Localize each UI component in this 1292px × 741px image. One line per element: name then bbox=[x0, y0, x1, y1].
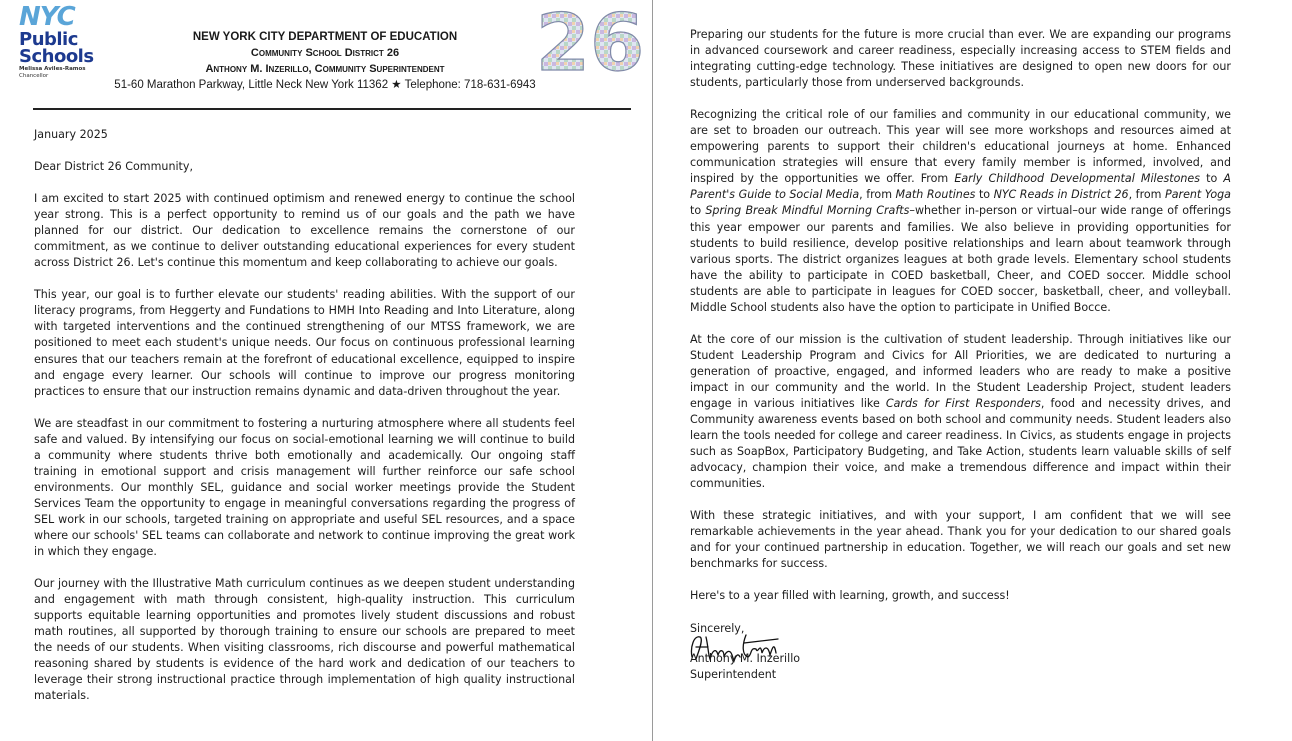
page-divider bbox=[652, 0, 653, 741]
paragraph-math: Our journey with the Illustrative Math curriculum continues as we deepen student understanding and engagement with math through consistent, high-quality instruction. This curriculum supports equitable learning opportunities and promotes lively student discussions and robust math routines, all supported by thorough training to ensure our schools are prepared to meet the needs of our students. When visiting classrooms, rich discourse and powerful mathematical reasoning shared by students is evidence of the hard work and dedication of our teachers to leverage their strong instructional practice through implementation of high quality instructional materials. bbox=[34, 577, 575, 703]
paragraph-cheer: Here's to a year filled with learning, growth, and success! bbox=[690, 589, 1010, 603]
letter-page-2 bbox=[654, 0, 1292, 741]
families-text-e: , from bbox=[1128, 188, 1166, 202]
chancellor-title: Chancellor bbox=[19, 72, 49, 79]
header-divider bbox=[33, 108, 631, 110]
superintendent-line: Anthony M. Inzerillo, Community Superintendent bbox=[205, 63, 445, 75]
logo-schools-word: Schools bbox=[19, 46, 94, 67]
logo-public-word: Public bbox=[19, 29, 78, 50]
signer-title: Superintendent bbox=[690, 667, 777, 681]
signer-name: Anthony M. Inzerillo bbox=[690, 651, 801, 665]
workshop-title-milestones: Early Childhood Developmental Milestones bbox=[954, 172, 1201, 186]
paragraph-future: Preparing our students for the future is more crucial than ever. We are expanding our programs in advanced coursework and career readiness, especially increasing access to STEM fields and integrating cutting-edge technology. These initiatives are designed to open new doors for our students, particularly those from underserved backgrounds. bbox=[690, 28, 1231, 90]
badge-number: 26 bbox=[535, 0, 645, 89]
district-26-badge bbox=[535, 0, 645, 89]
families-text-c: , from bbox=[859, 188, 896, 202]
signature-block bbox=[690, 651, 1231, 683]
paragraph-optimism: I am excited to start 2025 with continued optimism and renewed energy to continue the school year strong. This is a perfect opportunity to remind us of our goals and the path we have planned for our district. Our dedication to excellence remains the cornerstone of our commitment, as we continue to deliver outstanding educational experiences for every student across District 26. Let's continue this momentum and keep collaborating to achieve our goals. bbox=[34, 192, 575, 270]
families-text-d: to bbox=[975, 188, 994, 202]
leadership-text-b: , food and necessity drives, and Community awareness events based on both school and community needs. Student leaders also learn the tools needed for college and career readiness. In Civics, as students engage in projects such as SoapBox, Participatory Budgeting, and Take Action, students learn valuable skills of self advocacy, champion their voice, and make a tremendous difference and impact within their communities. bbox=[690, 396, 1231, 491]
paragraph-reading: This year, our goal is to further elevate our students' reading abilities. With the support of our literacy programs, from Heggerty and Fundations to HMH Into Reading and Into Literature, along with targeted interventions and the continued strengthening of our MTSS framework, we are positioned to meet each student's unique needs. Our focus on continuous professional learning ensures that our teachers remain at the forefront of educational excellence, equipped to inspire and engage every learner. Our schools will continue to improve our progress monitoring practices to ensure that our instruction remains dynamic and data-driven throughout the year. bbox=[34, 288, 575, 398]
paragraph-leadership bbox=[690, 332, 1231, 492]
families-text-f: to bbox=[690, 204, 706, 218]
leadership-text-a: At the core of our mission is the cultivation of student leadership. Through initiatives like our Student Leadership Program and Civics for All Priorities, we are dedicated to nurturing a generation of proactive, engaged, and informed leaders who are ready to make a positive impact in our community and the world. In the Student Leadership Project, student leaders engage in various initiatives like bbox=[690, 332, 1231, 410]
letter-salutation: Dear District 26 Community, bbox=[34, 160, 194, 174]
workshop-title-nyc-reads: NYC Reads in District 26 bbox=[993, 188, 1129, 202]
paragraph-families bbox=[690, 107, 1231, 316]
paragraph-closing-thoughts: With these strategic initiatives, and with your support, I am confident that we will see remarkable achievements in the year ahead. Thank you for your dedication to our shared goals and for your continued partnership in education. Together, we will reach our goals and set new benchmarks for success. bbox=[690, 509, 1231, 571]
letter-date: January 2025 bbox=[34, 128, 108, 141]
district-26-badge-graphic bbox=[535, 0, 645, 89]
families-text-a: Recognizing the critical role of our families and community in our educational community, we are set to broaden our outreach. This year will see more workshops and resources aimed at empowering parents to support their children's educational journeys at home. Enhanced communication strategies will ensure that every family member is informed, involved, and inspired by the opportunities we offer. From bbox=[690, 108, 1231, 186]
logo-chancellor bbox=[19, 66, 86, 79]
logo-nyc-wordmark: NYC bbox=[19, 2, 75, 32]
address-line: 51-60 Marathon Parkway, Little Neck New York 11362 ★ Telephone: 718-631-6943 bbox=[114, 79, 536, 91]
letter-body-right bbox=[690, 27, 1231, 683]
district-name: Community School District 26 bbox=[250, 47, 400, 59]
workshop-title-spring-crafts: Spring Break Mindful Morning Crafts bbox=[705, 204, 910, 218]
workshop-title-math-routines: Math Routines bbox=[895, 188, 976, 202]
paragraph-sel: We are steadfast in our commitment to fostering a nurturing atmosphere where all students feel safe and valued. By intensifying our focus on social-emotional learning we will continue to build a community where students thrive both emotionally and academically. Our ongoing staff training in emotional support and crisis management will further reinforce our safe school environments. Our monthly SEL, guidance and social worker meetings provide the Student Services Team the opportunity to engage in meaningful conversations regarding the progress of SEL work in our schools, targeted training on appropriate and useful SEL resources, and a space where our schools' SEL teams can collaborate and network to continue improving the great work in which they engage. bbox=[34, 416, 575, 559]
workshop-title-parent-yoga: Parent Yoga bbox=[1165, 188, 1231, 202]
chancellor-name: Melissa Aviles-Ramos bbox=[19, 66, 86, 72]
letter-body-left bbox=[34, 127, 575, 720]
department-name: NEW YORK CITY DEPARTMENT OF EDUCATION bbox=[192, 31, 458, 43]
workshop-title-social-media: A Parent's Guide to Social Media bbox=[690, 172, 1231, 202]
families-text-b: to bbox=[1200, 172, 1224, 186]
letterhead bbox=[90, 30, 560, 93]
letter-closing: Sincerely, bbox=[690, 621, 745, 635]
initiative-cards-first-responders: Cards for First Responders bbox=[885, 396, 1041, 410]
families-text-g: –whether in-person or virtual–our wide range of offerings this year empower our parents and families. We also believe in providing opportunities for students to build resilience, develop positive relationships and learn about teamwork through various sports. The district organizes leagues at both grade levels. Elementary school students have the ability to participate in COED basketball, Cheer, and COED soccer. Middle school students are able to participate in leagues for COED soccer, basketball, cheer, and volleyball. Middle School students also have the option to participate in Unified Bocce. bbox=[690, 204, 1231, 314]
